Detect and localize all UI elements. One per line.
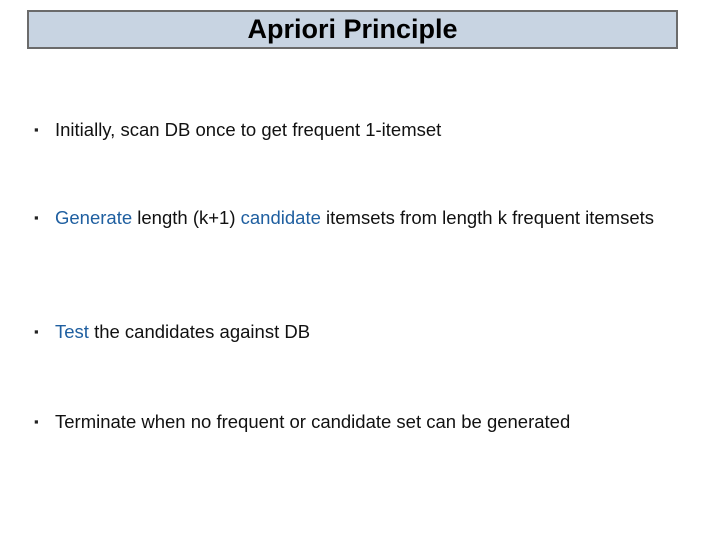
bullet-text-plain: Initially, scan DB once to get frequent 1-itemset xyxy=(55,119,442,140)
bullet-square-icon: ▪ xyxy=(34,122,39,137)
slide-title-banner xyxy=(27,10,678,49)
bullet-text-plain: length (k+1) xyxy=(132,207,241,228)
bullet-square-icon: ▪ xyxy=(34,324,39,339)
bullet-square-icon: ▪ xyxy=(34,210,39,225)
bullet-text xyxy=(55,206,684,229)
bullet-square-icon: ▪ xyxy=(34,414,39,429)
bullet-text-plain: the candidates against DB xyxy=(88,321,311,342)
bullet-item-generate-candidates xyxy=(34,206,684,229)
slide-title: Apriori Principle xyxy=(247,14,458,44)
bullet-text xyxy=(55,320,684,343)
keyword-candidate: candidate xyxy=(240,207,321,228)
bullet-text xyxy=(55,410,684,433)
keyword-test: Test xyxy=(55,321,89,342)
bullet-text-plain: itemsets from length k frequent itemsets xyxy=(320,207,655,228)
bullet-text xyxy=(55,118,684,141)
bullet-item-terminate xyxy=(34,410,684,433)
keyword-generate: Generate xyxy=(55,207,133,228)
bullet-item-test-candidates xyxy=(34,320,684,343)
bullet-item-initial-scan xyxy=(34,118,684,141)
bullet-text-plain: Terminate when no frequent or candidate set can be generated xyxy=(55,411,571,432)
